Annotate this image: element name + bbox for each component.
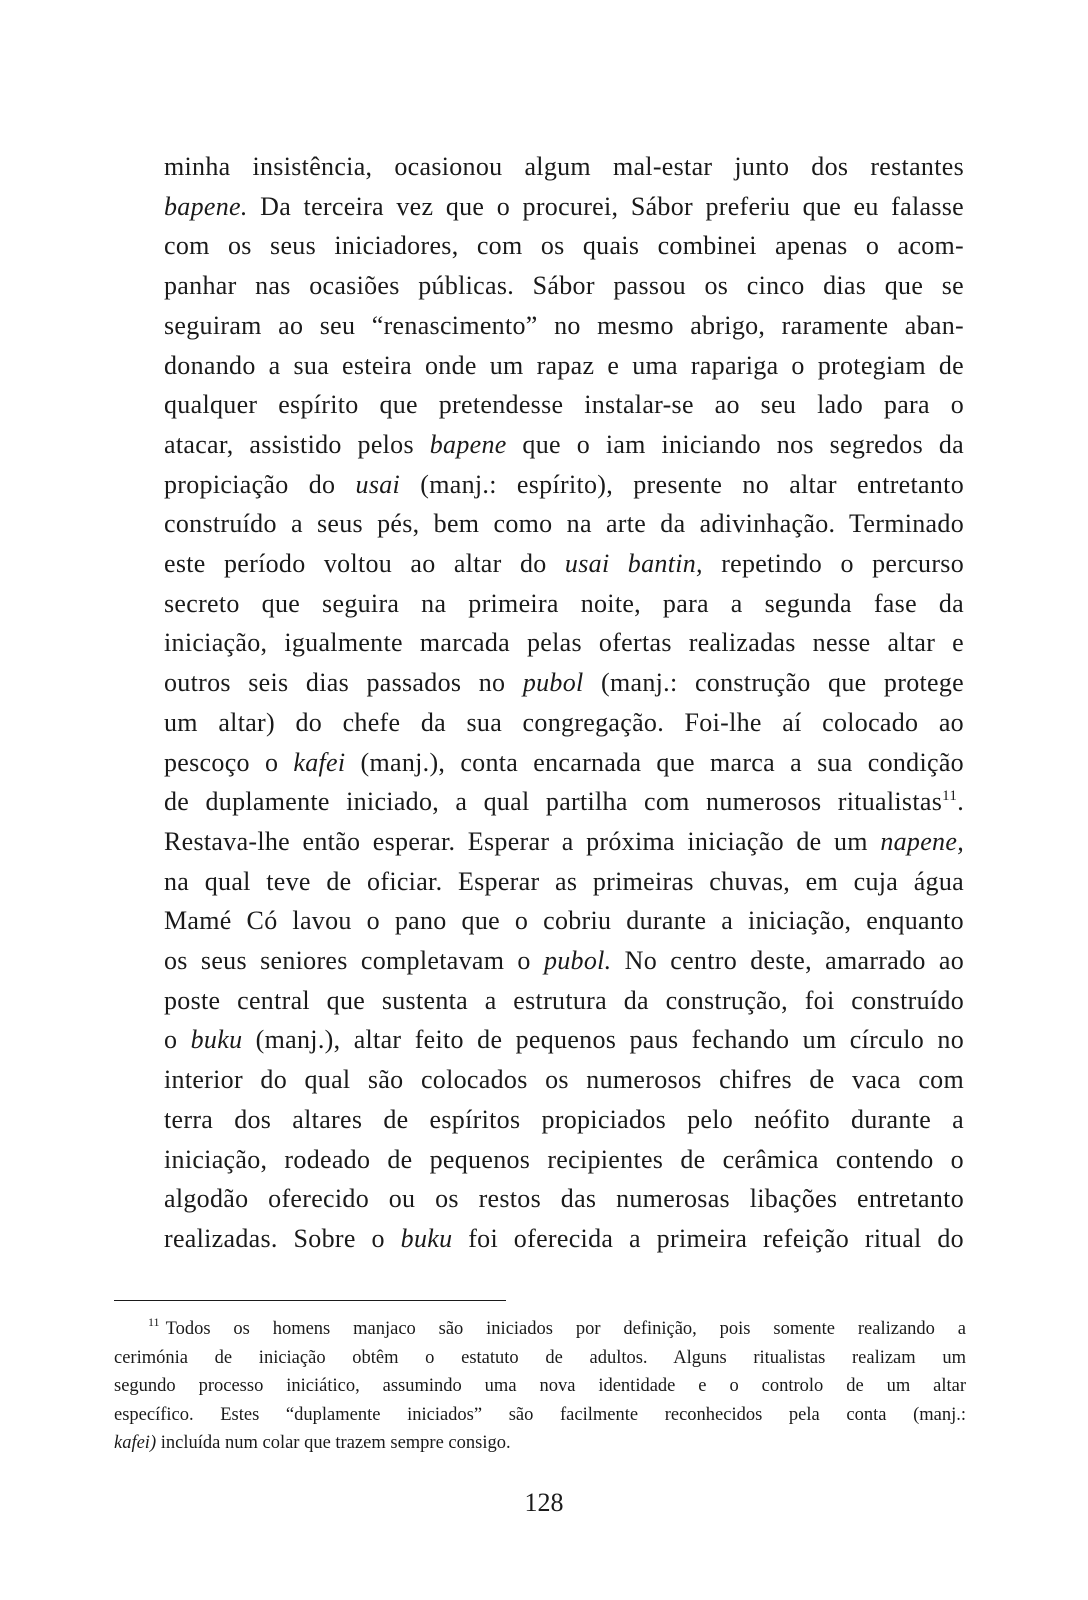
text-run: (manj.: construção que protege: [583, 668, 964, 698]
text-line: [164, 1140, 964, 1180]
footnote-line: [114, 1372, 966, 1401]
footnote-11: [114, 1315, 966, 1458]
text-run: interior do qual são colocados os numerosos chifres de vaca com: [164, 1065, 964, 1095]
text-run: panhar nas ocasiões públicas. Sábor passou os cinco dias que se: [164, 271, 964, 301]
text-run: Todos os homens manjaco são iniciados por definição, pois somente realizando a: [165, 1319, 966, 1339]
text-line: [164, 663, 964, 703]
footnote-line: [114, 1401, 966, 1430]
italic-term: bapene: [429, 429, 507, 459]
text-run: os seus seniores completavam o: [164, 946, 544, 976]
italic-term: pubol.: [543, 946, 612, 976]
text-run: donando a sua esteira onde um rapaz e uma rapariga o protegiam de: [164, 350, 964, 380]
text-line: [164, 623, 964, 663]
text-line: [164, 981, 964, 1021]
text-line: [164, 226, 964, 266]
text-run: de duplamente iniciado, a qual partilha com numerosos ritualistas: [164, 787, 943, 817]
text-run: específico. Estes “duplamente iniciados” são facilmente reconhecidos pela conta (manj.:: [114, 1404, 966, 1425]
text-run: (manj.), altar feito de pequenos paus fechando um círculo no: [242, 1025, 964, 1055]
text-line: [164, 743, 964, 783]
footnote-separator: [114, 1300, 506, 1301]
text-run: incluída num colar que trazem sempre consigo.: [156, 1433, 511, 1453]
text-line: [164, 425, 964, 465]
text-run: realizadas. Sobre o: [164, 1223, 401, 1253]
italic-term: buku: [400, 1223, 453, 1253]
text-line: [164, 1100, 964, 1140]
italic-term: kafei: [293, 747, 346, 777]
text-line: [164, 306, 964, 346]
text-run: Da terceira vez que o procurei, Sábor preferiu que eu falasse: [247, 191, 964, 221]
text-line: [164, 1020, 964, 1060]
footnote-line: [114, 1429, 966, 1458]
text-line: [164, 266, 964, 306]
italic-term: pubol: [522, 668, 584, 698]
italic-term: usai bantin,: [564, 549, 703, 579]
footnote-line: [114, 1315, 966, 1344]
text-line: [164, 385, 964, 425]
text-run: foi oferecida a primeira refeição ritual do: [452, 1223, 964, 1253]
text-line: [164, 465, 964, 505]
main-text-block: [164, 147, 964, 1259]
text-line: [164, 1219, 964, 1259]
text-run: minha insistência, ocasionou algum mal-estar junto dos restantes: [164, 152, 964, 181]
footnote-line: [114, 1344, 966, 1373]
text-line: [164, 544, 964, 584]
text-run: .: [957, 787, 964, 817]
text-line: [164, 346, 964, 386]
page-number: 128: [524, 1488, 564, 1517]
text-line: [164, 1060, 964, 1100]
text-line: [164, 147, 964, 187]
text-run: algodão oferecido ou os restos das numerosas libações entretanto: [164, 1184, 964, 1214]
text-line: [164, 504, 964, 544]
text-line: [164, 187, 964, 227]
text-line: [164, 1179, 964, 1219]
text-run: (manj.: espírito), presente no altar entretanto: [400, 469, 965, 499]
text-run: (manj.), conta encarnada que marca a sua condição: [345, 747, 964, 777]
text-run: este período voltou ao altar do: [164, 549, 565, 579]
footnote-marker: 11: [148, 1315, 160, 1329]
italic-term: napene,: [880, 826, 964, 856]
text-line: [164, 782, 964, 822]
text-run: No centro deste, amarrado ao: [611, 946, 965, 976]
text-run: outros seis dias passados no: [164, 668, 523, 698]
text-run: Restava-lhe então esperar. Esperar a próxima iniciação de um: [164, 826, 881, 856]
text-run: Mamé Có lavou o pano que o cobriu durante a iniciação, enquanto: [164, 906, 964, 936]
italic-term: kafei): [114, 1433, 157, 1453]
text-run: seguiram ao seu “renascimento” no mesmo abrigo, raramente aban-: [164, 310, 964, 340]
text-line: [164, 901, 964, 941]
text-run: com os seus iniciadores, com os quais combinei apenas o acom-: [164, 231, 964, 261]
text-run: o: [164, 1025, 191, 1055]
text-run: propiciação do: [164, 469, 356, 499]
text-line: [164, 862, 964, 902]
text-run: iniciação, igualmente marcada pelas ofertas realizadas nesse altar e: [164, 628, 964, 658]
text-run: um altar) do chefe da sua congregação. Foi-lhe aí colocado ao: [164, 707, 964, 737]
text-line: [164, 941, 964, 981]
text-run: qualquer espírito que pretendesse instalar-se ao seu lado para o: [164, 390, 964, 420]
text-run: repetindo o percurso: [702, 549, 965, 579]
italic-term: usai: [355, 469, 401, 499]
text-run: cerimónia de iniciação obtêm o estatuto de adultos. Alguns ritualistas realizam um: [114, 1347, 966, 1368]
text-line: [164, 584, 964, 624]
text-run: terra dos altares de espíritos propiciados pelo neófito durante a: [164, 1104, 964, 1134]
italic-term: buku: [190, 1025, 243, 1055]
text-run: pescoço o: [164, 747, 294, 777]
text-run: iniciação, rodeado de pequenos recipientes de cerâmica contendo o: [164, 1144, 964, 1174]
text-line: [164, 822, 964, 862]
text-run: atacar, assistido pelos: [164, 429, 430, 459]
text-run: poste central que sustenta a estrutura da construção, foi construído: [164, 985, 964, 1015]
text-run: construído a seus pés, bem como na arte da adivinhação. Terminado: [164, 509, 964, 539]
italic-term: bapene.: [164, 191, 248, 221]
text-run: na qual teve de oficiar. Esperar as primeiras chuvas, em cuja água: [164, 866, 964, 896]
text-run: que o iam iniciando nos segredos da: [506, 429, 964, 459]
footnote-reference: 11: [942, 788, 958, 805]
text-run: secreto que seguira na primeira noite, para a segunda fase da: [164, 588, 964, 618]
text-line: [164, 703, 964, 743]
text-run: segundo processo iniciático, assumindo uma nova identidade e o controlo de um altar: [114, 1376, 966, 1396]
